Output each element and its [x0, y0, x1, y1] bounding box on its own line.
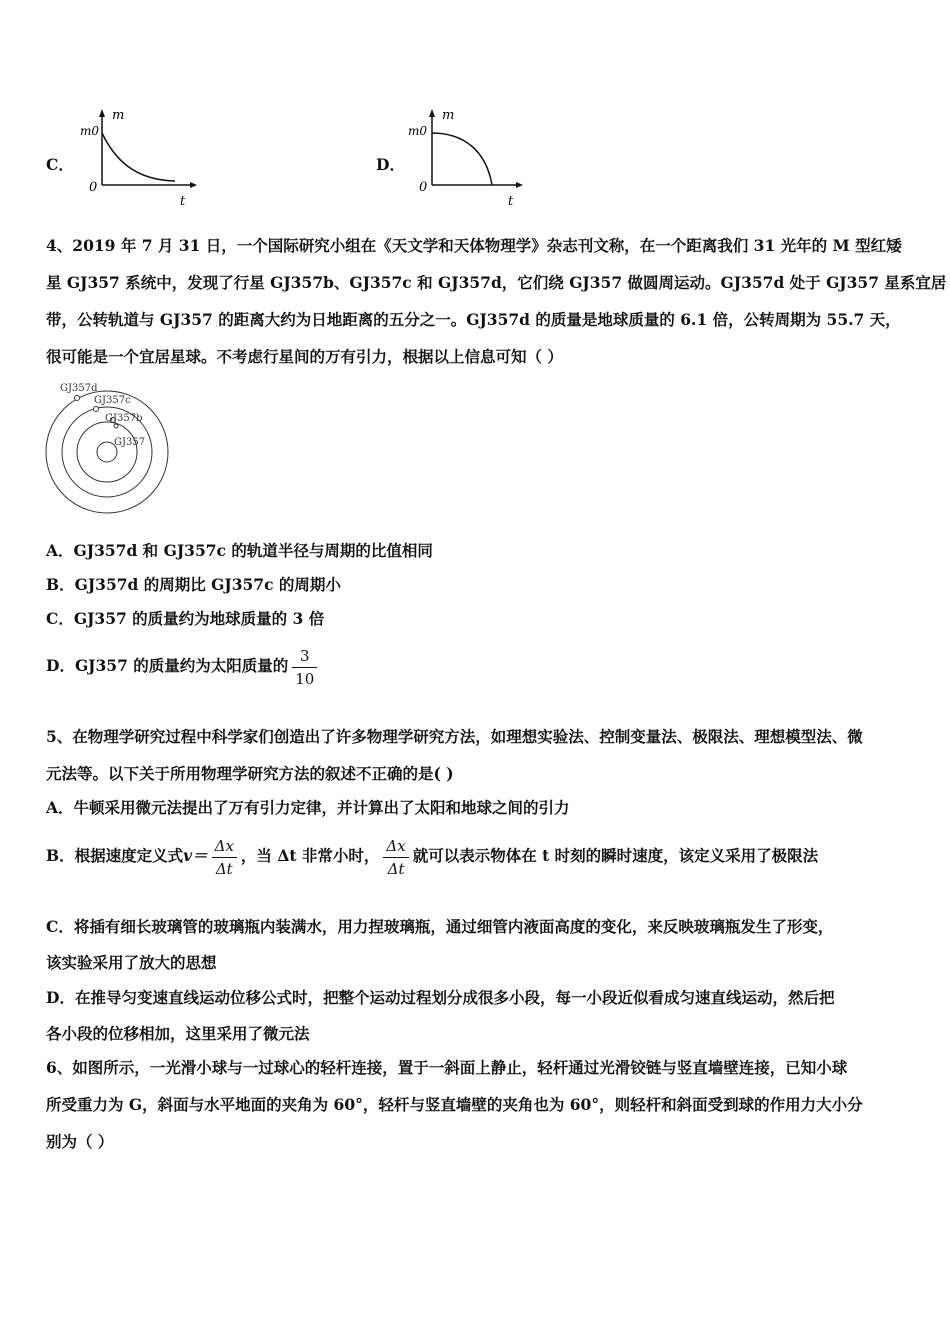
q5-line-1: 5、在物理学研究过程中科学家们创造出了许多物理学研究方法，如理想实验法、控制变量法、极限法、理想模型法、微 [46, 727, 863, 746]
q4-option-d-fraction [292, 645, 317, 690]
q6-line-1: 6、如图所示，一光滑小球与一过球心的轻杆连接，置于一斜面上静止，轻杆通过光滑铰链与竖直墙壁连接，已知小球 [46, 1058, 848, 1077]
orbit-diagram [40, 378, 180, 518]
q4-option-a[interactable]: A．GJ357d 和 GJ357c 的轨道半径与周期的比值相同 [46, 541, 433, 560]
origin-label: 0 [89, 180, 98, 195]
q4-line-2: 星 GJ357 系统中，发现了行星 GJ357b、GJ357c 和 GJ357d，它们绕 GJ357 做圆周运动。GJ357d 处于 GJ357 星系宜居 [46, 273, 947, 292]
q4-option-c[interactable]: C．GJ357 的质量约为地球质量的 3 倍 [46, 609, 325, 628]
q4-line-4: 很可能是一个宜居星球。不考虑行星间的万有引力，根据以上信息可知（ ） [46, 347, 563, 366]
q5-option-c-line-1[interactable]: C．将插有细长玻璃管的玻璃瓶内装满水，用力捏玻璃瓶，通过细管内液面高度的变化，来反映玻璃瓶发生了形变， [46, 917, 834, 936]
planet-gj357c [94, 407, 99, 412]
planet-gj357d [75, 396, 80, 401]
q4-line-3: 带，公转轨道与 GJ357 的距离大约为日地距离的五分之一。GJ357d 的质量是地球质量的 6.1 倍，公转周期为 55.7 天， [46, 310, 901, 329]
q5-option-b-v: v＝ [183, 846, 208, 865]
q5-option-a[interactable]: A．牛顿采用微元法提出了万有引力定律，并计算出了太阳和地球之间的引力 [46, 798, 570, 817]
fraction-denominator: 10 [295, 669, 315, 688]
orbit-gj357b [77, 422, 137, 482]
orbit-gj357d [46, 391, 168, 513]
x-axis-arrow-icon [516, 182, 523, 188]
label-gj357c: GJ357c [94, 395, 131, 406]
q5-line-2: 元法等。以下关于所用物理学研究方法的叙述不正确的是( ) [46, 764, 454, 783]
fraction-numerator: 3 [292, 645, 317, 668]
label-gj357d: GJ357d [60, 383, 98, 394]
label-gj357b: GJ357b [105, 413, 143, 424]
q3-option-c-label[interactable]: C． [46, 155, 74, 174]
fraction-denominator: Δt [387, 859, 405, 878]
y-start-label: m0 [80, 124, 100, 138]
star-marker [114, 424, 118, 428]
q6-line-3: 别为（ ） [46, 1132, 114, 1151]
y-axis-label: m [112, 108, 125, 123]
fraction-numerator: Δx [212, 835, 237, 858]
q5-option-b-post: 就可以表示物体在 t 时刻的瞬时速度，该定义采用了极限法 [412, 846, 819, 865]
q5-fraction-2 [383, 835, 408, 880]
decline-curve [432, 133, 492, 185]
y-start-label: m0 [408, 124, 428, 138]
x-axis-label: t [180, 194, 186, 209]
x-axis-label: t [508, 194, 514, 209]
q3-option-d-label[interactable]: D． [376, 155, 405, 174]
q6-line-2: 所受重力为 G，斜面与水平地面的夹角为 60°，轻杆与竖直墙壁的夹角也为 60°，则轻杆和斜面受到球的作用力大小分 [46, 1095, 863, 1114]
q5-option-c-line-2: 该实验采用了放大的思想 [46, 953, 217, 972]
q3-graph-d [408, 105, 528, 210]
y-axis-arrow-icon [429, 109, 435, 117]
q5-option-b-pre: B．根据速度定义式 [46, 846, 184, 865]
q4-line-1: 4、2019 年 7 月 31 日，一个国际研究小组在《天文学和天体物理学》杂志刊文称，在一个距离我们 31 光年的 M 型红矮 [46, 236, 902, 255]
y-axis-arrow-icon [99, 109, 105, 117]
q4-option-d-text: D．GJ357 的质量约为太阳质量的 [46, 656, 289, 675]
origin-label: 0 [419, 180, 428, 195]
label-gj357: GJ357 [114, 437, 146, 448]
x-axis-arrow-icon [190, 182, 197, 188]
q3-graph-c [80, 105, 200, 210]
q4-option-d[interactable] [46, 644, 321, 690]
fraction-denominator: Δt [215, 859, 233, 878]
q5-option-b-mid: ，当 Δt 非常小时， [240, 846, 380, 865]
fraction-numerator: Δx [383, 835, 408, 858]
decay-curve [102, 133, 175, 181]
y-axis-label: m [442, 108, 455, 123]
q5-option-b[interactable] [46, 833, 818, 880]
q4-option-b[interactable]: B．GJ357d 的周期比 GJ357c 的周期小 [46, 575, 341, 594]
q5-option-d-line-1[interactable]: D．在推导匀变速直线运动位移公式时，把整个运动过程划分成很多小段，每一小段近似看成匀速直线运动，然后把 [46, 988, 835, 1007]
q5-fraction-1 [212, 835, 237, 880]
q5-option-d-line-2: 各小段的位移相加，这里采用了微元法 [46, 1024, 310, 1043]
